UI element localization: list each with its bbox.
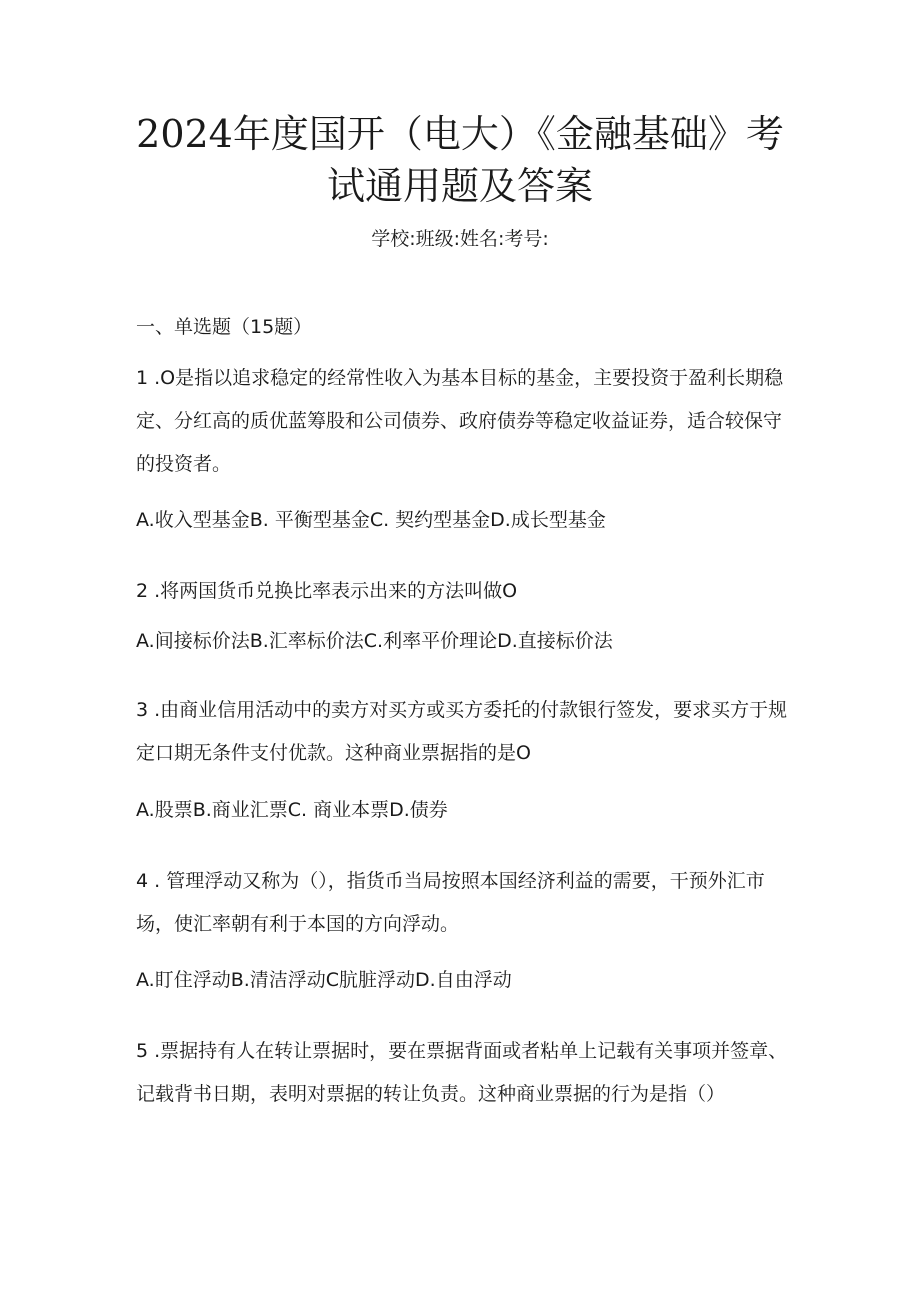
question-4-options: A.盯住浮动B.清洁浮动C肮脏浮动D.自由浮动 xyxy=(136,969,512,991)
question-2-options: A.间接标价法B.汇率标价法C.利率平价理论D.直接标价法 xyxy=(136,630,613,652)
question-5 xyxy=(136,1030,796,1116)
question-2 xyxy=(136,570,796,613)
section-heading: 一、单选题（15题） xyxy=(136,316,313,338)
question-1-text: 1 .O是指以追求稳定的经常性收入为基本目标的基金，主要投资于盈利长期稳定、分红高的质优蓝筹股和公司债券、政府债券等稳定收益证券，适合较保守的投资者。 xyxy=(136,367,784,475)
question-4-text: 4 . 管理浮动又称为（），指货币当局按照本国经济利益的需要，干预外汇市场，使汇率朝有利于本国的方向浮动。 xyxy=(136,870,765,935)
question-1 xyxy=(136,357,796,486)
question-5-text: 5 .票据持有人在转让票据时，要在票据背面或者粘单上记载有关事项并签章、记载背书日期，表明对票据的转让负责。这种商业票据的行为是指（） xyxy=(136,1040,788,1105)
question-3 xyxy=(136,689,796,775)
question-3-text: 3 .由商业信用活动中的卖方对买方或买方委托的付款银行签发，要求买方于规定口期无条件支付优款。这种商业票据指的是O xyxy=(136,699,788,764)
student-info-line: 学校:班级:姓名:考号: xyxy=(371,228,549,250)
question-4 xyxy=(136,860,796,946)
question-1-options: A.收入型基金B. 平衡型基金C. 契约型基金D.成长型基金 xyxy=(136,509,606,531)
question-3-options: A.股票B.商业汇票C. 商业本票D.债券 xyxy=(136,799,448,821)
document-title: 2024年度国开（电大）《金融基础》考试通用题及答案 xyxy=(136,112,784,208)
question-2-text: 2 .将两国货币兑换比率表示出来的方法叫做O xyxy=(136,580,518,602)
